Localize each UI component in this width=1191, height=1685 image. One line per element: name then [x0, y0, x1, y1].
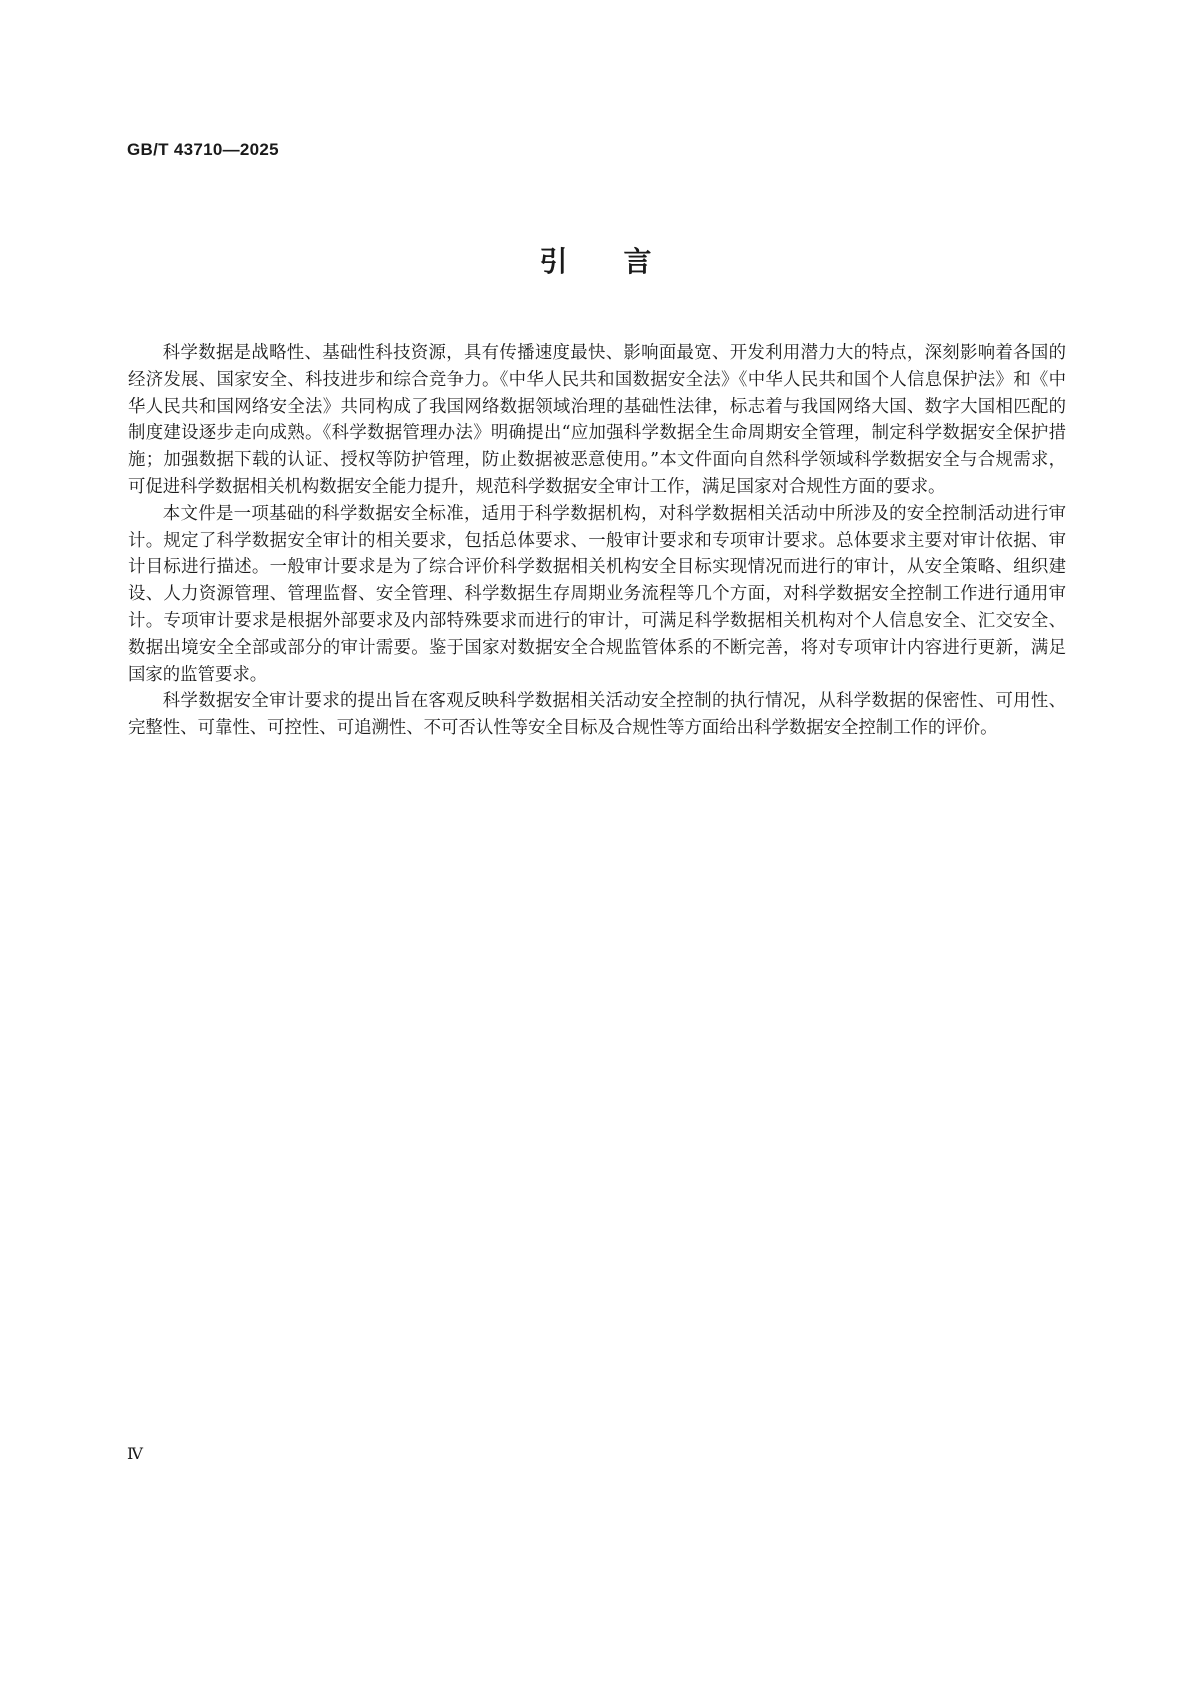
paragraph-2: 本文件是一项基础的科学数据安全标准，适用于科学数据机构，对科学数据相关活动中所涉及的安全控制活动进行审计。规定了科学数据安全审计的相关要求，包括总体要求、一般审计要求和专项审计要求。总体要求主要对审计依据、审计目标进行描述。一般审计要求是为了综合评价科学数据相关机构安全目标实现情况而进行的审计，从安全策略、组织建设、人力资源管理、管理监督、安全管理、科学数据生存周期业务流程等几个方面，对科学数据安全控制工作进行通用审计。专项审计要求是根据外部要求及内部特殊要求而进行的审计，可满足科学数据相关机构对个人信息安全、汇交安全、数据出境安全全部或部分的审计需要。鉴于国家对数据安全合规监管体系的不断完善，将对专项审计内容进行更新，满足国家的监管要求。	[128, 503, 1066, 685]
title-char-2: 言	[623, 245, 652, 278]
page-number: Ⅳ	[127, 1446, 143, 1463]
paragraph-1: 科学数据是战略性、基础性科技资源，具有传播速度最快、影响面最宽、开发利用潜力大的特点，深刻影响着各国的经济发展、国家安全、科技进步和综合竞争力。《中华人民共和国数据安全法》《中华人民共和国个人信息保护法》和《中华人民共和国网络安全法》共同构成了我国网络数据领域治理的基础性法律，标志着与我国网络大国、数字大国相匹配的制度建设逐步走向成熟。《科学数据管理办法》明确提出“应加强科学数据全生命周期安全管理，制定科学数据安全保护措施；加强数据下载的认证、授权等防护管理，防止数据被恶意使用。”本文件面向自然科学领域科学数据安全与合规需求，可促进科学数据相关机构数据安全能力提升，规范科学数据安全审计工作，满足国家对合规性方面的要求。	[128, 343, 1066, 497]
standard-number: GB/T 43710—2025	[127, 140, 279, 159]
paragraph-3: 科学数据安全审计要求的提出旨在客观反映科学数据相关活动安全控制的执行情况，从科学数据的保密性、可用性、完整性、可靠性、可控性、可追溯性、不可否认性等安全目标及合规性等方面给出科学数据安全控制工作的评价。	[128, 691, 1066, 739]
section-title	[0, 240, 1191, 280]
introduction-body	[128, 340, 1066, 742]
title-char-1: 引	[539, 245, 568, 278]
